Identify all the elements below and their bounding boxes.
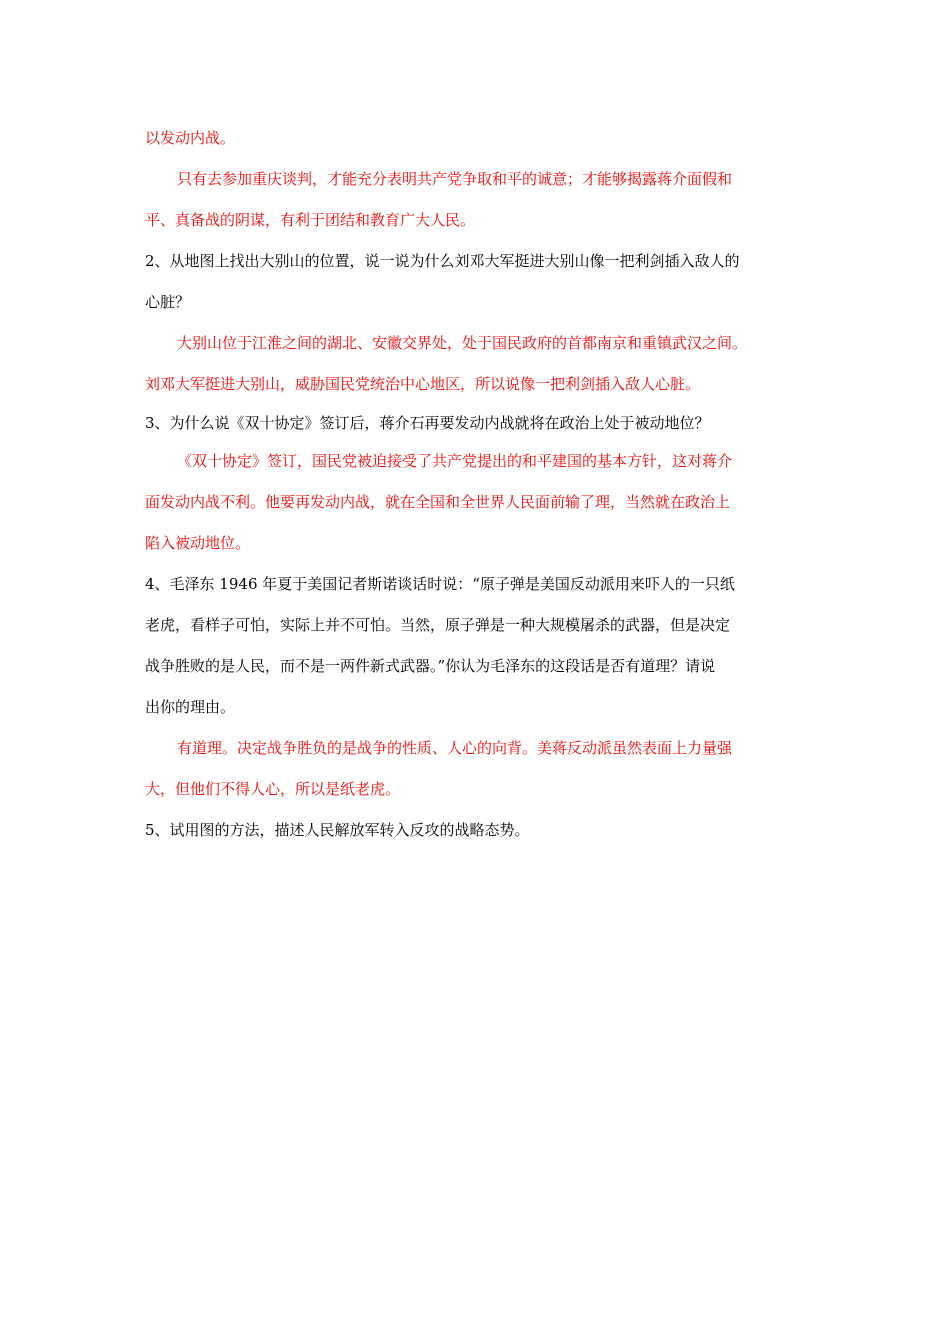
- answer-2-line-2: 刘邓大军挺进大别山，威胁国民党统治中心地区，所以说像一把利剑插入敌人心脏。: [145, 375, 701, 393]
- question-4-line-2: 老虎，看样子可怕，实际上并不可怕。当然，原子弹是一种大规模屠杀的武器，但是决定: [145, 616, 731, 634]
- question-4-line-3: 战争胜败的是人民，而不是一两件新式武器。”你认为毛泽东的这段话是否有道理？请说: [145, 657, 716, 675]
- answer-1-tail: 以发动内战。: [145, 129, 236, 147]
- question-3: 3、为什么说《双十协定》签订后，蒋介石再要发动内战就将在政治上处于被动地位？: [145, 414, 710, 432]
- answer-1-line-2: 平、真备战的阴谋，有利于团结和教育广大人民。: [145, 211, 476, 229]
- answer-4-line-1: 有道理。决定战争胜负的是战争的性质、人心的向背。美蒋反动派虽然表面上力量强: [177, 739, 733, 757]
- question-2-line-2: 心脏？: [145, 293, 191, 311]
- question-4-line-1: 4、毛泽东 1946 年夏于美国记者斯诺谈话时说：“原子弹是美国反动派用来吓人的一只纸: [145, 575, 735, 593]
- answer-1-line-1: 只有去参加重庆谈判，才能充分表明共产党争取和平的诚意；才能够揭露蒋介面假和: [177, 170, 733, 188]
- question-4-line-4: 出你的理由。: [145, 698, 236, 716]
- answer-4-line-2: 大，但他们不得人心，所以是纸老虎。: [145, 780, 401, 798]
- answer-3-line-1: 《双十协定》签订，国民党被迫接受了共产党提出的和平建国的基本方针，这对蒋介: [177, 452, 733, 470]
- answer-2-line-1: 大别山位于江淮之间的湖北、安徽交界处，处于国民政府的首都南京和重镇武汉之间。: [177, 334, 748, 352]
- answer-3-line-3: 陷入被动地位。: [145, 534, 251, 552]
- answer-3-line-2: 面发动内战不利。他要再发动内战，就在全国和全世界人民面前输了理，当然就在政治上: [145, 493, 731, 511]
- document-page: [145, 118, 817, 851]
- question-5: 5、试用图的方法，描述人民解放军转入反攻的战略态势。: [145, 821, 530, 839]
- question-2-line-1: 2、从地图上找出大别山的位置，说一说为什么刘邓大军挺进大别山像一把利剑插入敌人的: [145, 252, 740, 270]
